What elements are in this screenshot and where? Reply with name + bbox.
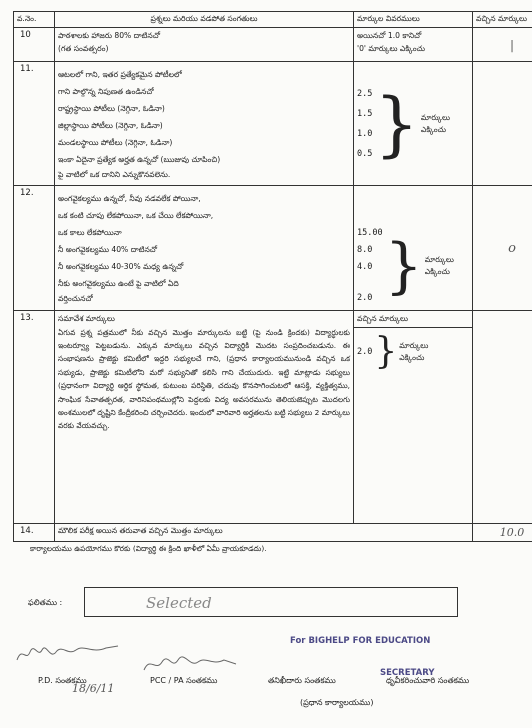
brace-icon: }	[384, 231, 423, 301]
row-12-label-line: మార్కులు	[424, 255, 454, 264]
row-11-value: 1.0	[357, 128, 373, 139]
row-11-number: 11.	[14, 62, 55, 186]
row-11-line: పై వాటిలో ఒక దానిని ఎన్నుకొనవలెను.	[58, 170, 171, 179]
row-11-value: 1.5	[357, 108, 373, 119]
row-12-line: నీ అంగవైకల్యము 40-30% మధ్య ఉన్నచో	[58, 262, 184, 271]
office-use-note: కార్యాలయము ఉపయోగము కొరకు (విద్యార్థి ఈ క్రింది ఖాళీలో ఏమీ వ్రాయకూడదు).	[30, 544, 267, 553]
header-serial: వ.నెం.	[14, 12, 55, 28]
row-12	[14, 186, 532, 311]
row-12-number: 12.	[14, 186, 55, 311]
row-11-line: గాని పాల్గొన్న నిపుణత ఉండినచో	[58, 87, 154, 96]
row-12-value-label	[425, 254, 454, 278]
row-12-line: నీ అంగవైకల్యము 40% దాటినచో	[58, 245, 158, 254]
row-13-value: 2.0	[357, 347, 373, 357]
row-11-values	[357, 84, 372, 164]
row-12-line: నీకు అంగవైకల్యము ఉంటే పై వాటిలో ఏది	[58, 279, 179, 288]
row-12-value: 2.0	[357, 293, 373, 303]
row-11-awarded	[473, 62, 532, 186]
row-11-question	[55, 62, 354, 186]
brace-icon: }	[374, 82, 419, 165]
header-marks-detail: మార్కుల వివరములు	[354, 12, 473, 28]
row-13	[14, 311, 532, 524]
verifier-signature-label: ధృవీకరించువారి సంతకము	[386, 676, 470, 685]
row-13-awarded	[473, 311, 532, 524]
row-12-values	[357, 225, 383, 307]
row-11-label-line: ఎక్కించు	[420, 124, 447, 134]
header-marks-awarded: వచ్చిన మార్కులు	[473, 12, 532, 28]
row-10-detail	[354, 28, 473, 62]
row-11-line: ఆటలలో గాని, ఇతర ప్రత్యేకమైన పోటీలలో	[58, 70, 182, 79]
row-14-text: మౌలిక పరీక్ష అయిన తరువాత వచ్చిన మొత్తం మార్కులు	[55, 524, 473, 542]
row-10	[14, 28, 532, 62]
result-box	[84, 587, 458, 617]
row-12-label-line: ఎక్కించు	[424, 267, 450, 276]
row-13-label-line: ఎక్కించు	[399, 353, 425, 362]
row-12-line: ఒక కంటి చూపు లేకపోయినా, ఒక చేయి లేకపోయినా,	[58, 211, 214, 220]
row-13-question	[55, 311, 354, 524]
row-12-value: 8.0	[357, 245, 373, 255]
row-13-detail	[354, 311, 473, 524]
organization-stamp: For BIGHELP FOR EDUCATION	[290, 636, 431, 646]
row-13-paragraph: ఏగువ ప్రశ్న పత్రములో నీకు వచ్చిన మొత్తం మార్కులను బట్టి (పై నుండి క్రిందకు) విద్యార్థులకు ఇంటర్వ్యూ పెట్టబడును. ఎక్కువ మార్కులు వచ్చిన విద్యార్థికి మొదట సంప్రదించబడును. ఈ సంభాషణను ప్రాజెక్టు కమిటీలో ఇద్దరి సభ్యులచే గాని, (ప్రధాన కార్యాలయమునుండి వచ్చిన ఒక సభ్యుడు, ప్రాజెక్టు కమిటీలోని మరో సభ్యునితో కలిసి గాని చేయుదురు. ఇట్టి మాట్లాడు సభ్యులు (ప్రధానంగా విద్యార్థి ఆర్థిక స్థోమత, కుటుంబ పరిస్థితి, చదువు కొనసాగించుటలో ఆసక్తి, వ్యక్తిత్వము, సాంఘిక సేవాతత్పరత, వారినిపంథముల్లోని పెద్దలకు విద్య అవసరమును తెలియజెప్పుట మొదలగు అంశములలో దృష్టిని కేంద్రీకరించి చర్చించెదరు. ఇందులో వారివారి అర్హతలను బట్టి సభ్యులు 2 మార్కులు వరకు వేయవచ్చు.	[58, 327, 350, 431]
row-10-awarded	[473, 28, 532, 62]
pd-signature-icon	[14, 640, 124, 666]
row-14-awarded	[473, 524, 532, 542]
row-11-value-label	[421, 112, 450, 136]
headquarters-label: (ప్రధాన కార్యాలయము)	[300, 698, 374, 707]
secretary-stamp: SECRETARY	[380, 668, 435, 678]
row-13-values	[357, 347, 372, 357]
row-13-detail-header: వచ్చిన మార్కులు	[354, 311, 472, 328]
row-13-title: సమావేశ మార్కులు	[58, 314, 115, 323]
pcc-signature-icon	[140, 652, 240, 676]
pcc-signature-label: PCC / PA సంతకము	[150, 676, 218, 685]
row-13-value-label	[399, 340, 428, 364]
row-13-label-line: మార్కులు	[399, 341, 429, 350]
checker-signature-label: తనిఖీదారు సంతకము	[268, 676, 336, 685]
row-10-line: (గత సంవత్సరం)	[58, 43, 109, 53]
row-12-line: ఒక కాలు లేకపోయినా	[58, 228, 122, 237]
row-11	[14, 62, 532, 186]
row-11-value: 2.5	[357, 88, 373, 99]
row-10-question	[55, 28, 354, 62]
row-11-label-line: మార్కులు	[420, 112, 450, 122]
row-12-detail	[354, 186, 473, 311]
result-value: Selected	[146, 594, 212, 612]
table-header-row	[14, 12, 532, 28]
row-12-value: 4.0	[357, 262, 373, 272]
row-11-line: మండలస్థాయి పోటీలు (నెగ్గినా, ఓడినా)	[58, 138, 173, 147]
pd-signature-label: P.D. సంతకము	[38, 676, 87, 685]
row-10-awarded-mark: |	[509, 37, 515, 52]
pd-date: 18/6/11	[72, 682, 115, 695]
row-12-awarded-mark: o	[508, 240, 516, 256]
row-11-value: 0.5	[357, 148, 373, 159]
result-label: ఫలితము :	[28, 598, 63, 607]
row-14	[14, 524, 532, 542]
row-12-line: అంగవైకల్యము ఉన్నచో, నీవు నడవలేక పోయినా,	[58, 194, 201, 203]
row-14-number: 14.	[14, 524, 55, 542]
row-11-detail	[354, 62, 473, 186]
row-14-awarded-mark: 10.0	[499, 526, 525, 539]
header-questions: ప్రశ్నలు మరియు వడపోత సంగతులు	[55, 12, 354, 28]
row-12-value: 15.00	[357, 228, 383, 238]
row-10-detail-line: అయినచో 1.0 కానిచో	[357, 31, 422, 40]
row-10-number: 10	[14, 28, 55, 62]
brace-icon: }	[374, 331, 398, 372]
row-12-line: వర్తించునచో	[58, 294, 93, 303]
row-12-question	[55, 186, 354, 311]
row-13-number: 13.	[14, 311, 55, 524]
row-11-line: ఇంకా ఏదైనా ప్రత్యేక అర్హత ఉన్నచో (ఋజువు చూపించి)	[58, 155, 221, 164]
row-11-line: రాష్ట్రస్థాయి పోటీలు (నెగ్గినా, ఓడినా)	[58, 104, 165, 113]
row-11-line: జిల్లాస్థాయి పోటీలు (నెగ్గినా, ఓడినా)	[58, 121, 163, 130]
row-12-awarded	[473, 186, 532, 311]
evaluation-table	[13, 11, 532, 542]
row-10-line: పాఠశాలకు హాజరు 80% దాటినచో	[58, 31, 161, 40]
row-10-detail-line: '0' మార్కులు ఎక్కించు	[357, 43, 425, 53]
